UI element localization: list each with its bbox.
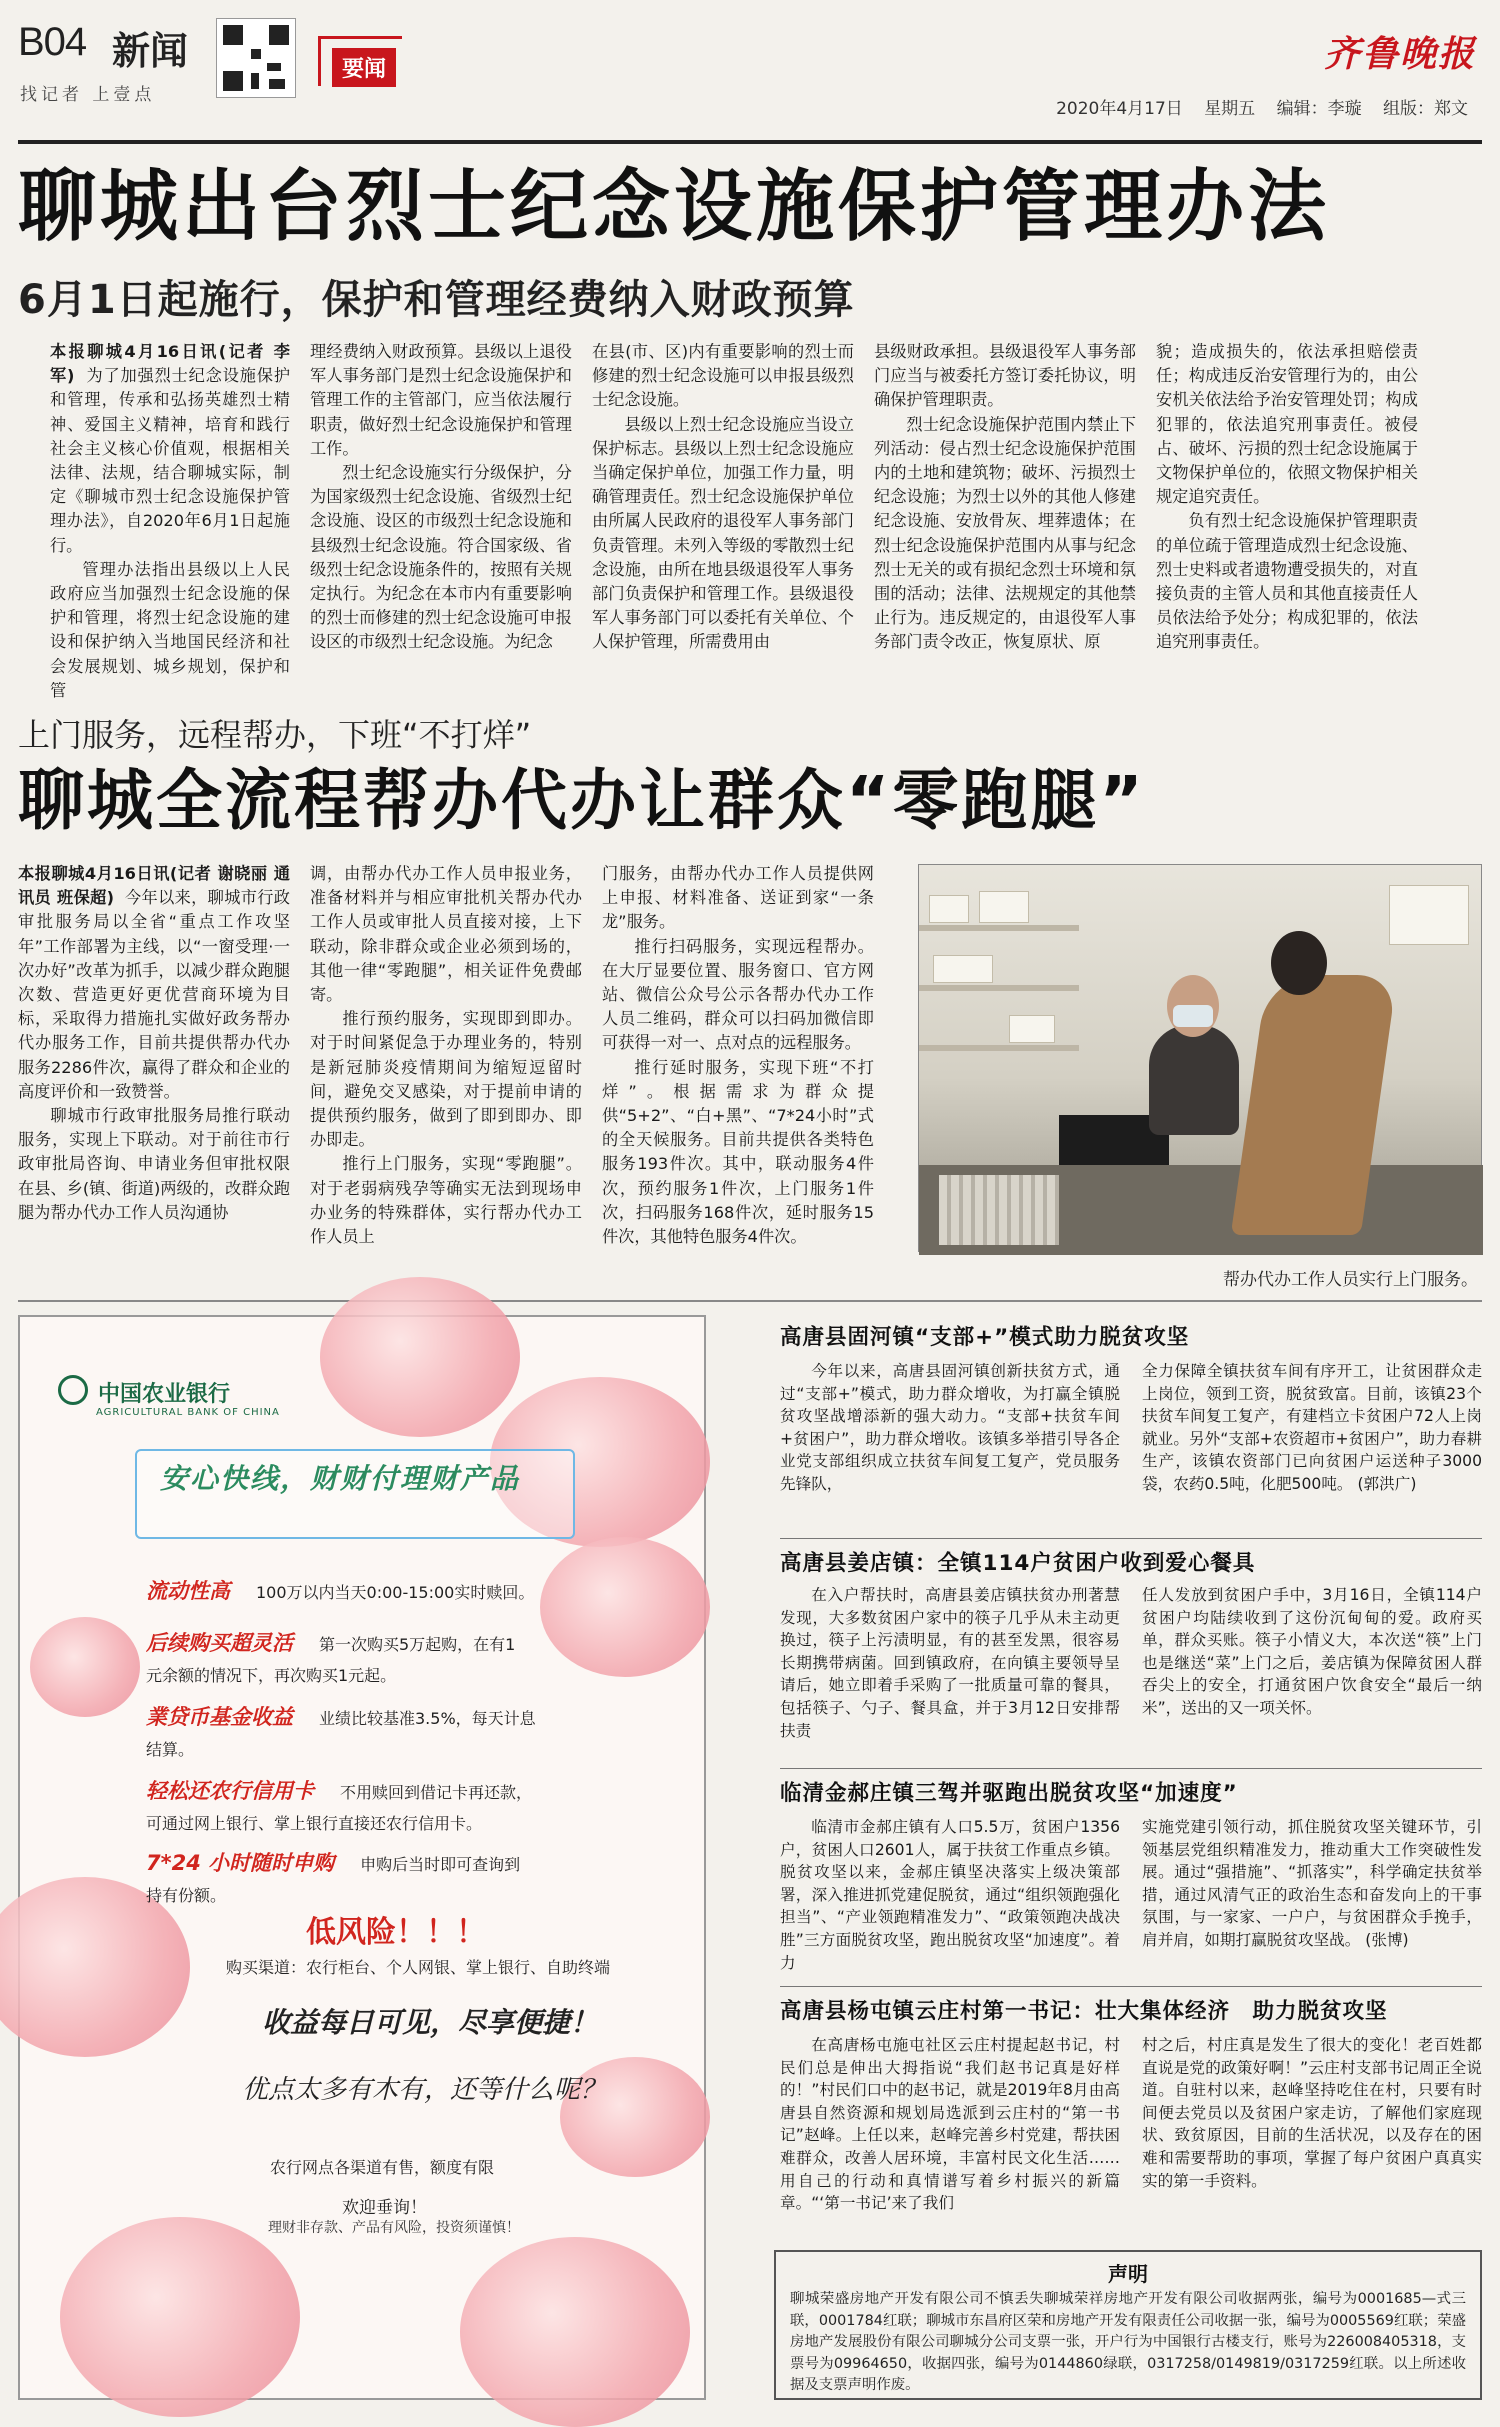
brief-title-3: 临清金郝庄镇三驾并驱跑出脱贫攻坚“加速度”	[780, 1781, 1238, 1806]
article1-dateline: 本报聊城4月16日讯(记者 李军)	[50, 342, 290, 386]
brief-separator	[780, 1768, 1482, 1769]
article1-subhead: 6月1日起施行，保护和管理经费纳入财政预算	[18, 277, 855, 323]
ad-outlets: 农行网点各渠道有售，额度有限	[270, 2158, 495, 2177]
ad-feature-3: 業贷币基金收益 业绩比较基准3.5%，每天计息	[146, 1705, 536, 1729]
article2-col1: 本报聊城4月16日讯(记者 谢晓丽 通讯员 班保超) 今年以来，聊城市行政审批服务局以全省“重点工作攻坚年”工作部署为主线，以“一窗受理·一次办好”改革为抓手，以减少群众跑腿次数、营造更好更优营商环境为目标，采取得力措施扎实做好政务帮办代办服务工作，目前共提供帮办代办服务2286件次，赢得了群众和企业的高度评价和一致赞誉。 聊城市行政审批服务局推行联动服务，实现上下联动。对于前往市行政审批局咨询、申请业务但审批权限在县、乡(镇、街道)两级的，改群众跑腿为帮办代办工作人员沟通协	[18, 864, 290, 1222]
ad-title: 安心快线，财财付理财产品	[160, 1462, 521, 1495]
article1-body	[50, 340, 1482, 700]
article1-col5: 貌；造成损失的，依法承担赔偿责任；构成违反治安管理行为的，由公安机关依法给予治安管理处罚；构成犯罪的，依法追究刑事责任。被侵占、破坏、污损的烈士纪念设施属于文物保护单位的，依照文物保护相关规定追究责任。 负有烈士纪念设施保护管理职责的单位疏于管理造成烈士纪念设施、烈士史料或者遗物遭受损失的，对直接负责的主管人员和其他直接责任人员依法给予处分；构成犯罪的，依法追究刑事责任。	[1156, 342, 1418, 652]
ad-feature-4: 轻松还农行信用卡 不用赎回到借记卡再还款，	[146, 1779, 533, 1803]
qr-code-icon	[216, 18, 296, 98]
issue-editor: 编辑：李璇	[1276, 99, 1362, 119]
article2-body	[18, 862, 898, 1282]
article2-col2: 调，由帮办代办工作人员申报业务，准备材料并与相应审批机关帮办代办工作人员或审批人员直接对接，上下联动，除非群众或企业必须到场的，其他一律“零跑腿”，相关证件免费邮寄。 推行预约服务，实现即到即办。对于时间紧促急于办理业务的，特别是新冠肺炎疫情期间为缩短逗留时间，避免交叉感染，对于提前申请的提供预约服务，做到了即到即办、即办即走。 推行上门服务，实现“零跑腿”。对于老弱病残孕等确实无法到现场申办业务的特殊群体，实行帮办代办工作人员上	[310, 864, 582, 1247]
brief-title-1: 高唐县固河镇“支部+”模式助力脱贫攻坚	[780, 1325, 1190, 1350]
ad-profit: 收益每日可见，尽享便捷！	[262, 2006, 599, 2039]
article2-dateline: 本报聊城4月16日讯(记者 谢晓丽 通讯员 班保超)	[18, 864, 290, 908]
article1-col3: 在县(市、区)内有重要影响的烈士而修建的烈士纪念设施可以申报县级烈士纪念设施。 县级以上烈士纪念设施应当设立保护标志。县级以上烈士纪念设施应当确定保护单位，加强工作力量，明确管理责任。烈士纪念设施保护单位由所属人民政府的退役军人事务部门负责管理。未列入等级的零散烈士纪念设施，由所在地县级退役军人事务部门负责保护和管理工作。县级退役军人事务部门可以委托有关单位、个人保护管理，所需费用由	[592, 342, 854, 652]
issue-layout: 组版：郑文	[1383, 99, 1468, 119]
brief-separator	[780, 1986, 1482, 1987]
ad-feature-5: 7*24 小时随时申购 申购后当时即可查询到	[146, 1851, 521, 1875]
article1-headline: 聊城出台烈士纪念设施保护管理办法	[18, 162, 1331, 252]
legal-notice	[774, 2250, 1482, 2400]
article2-headline: 聊城全流程帮办代办让群众“零跑腿”	[18, 762, 1146, 839]
notice-body: 聊城荣盛房地产开发有限公司不慎丢失聊城荣祥房地产开发有限公司收据两张，编号为0001685—式三联，0001784红联；聊城市东昌府区荣和房地产开发有限责任公司收据一张，编号为0005569红联；荣盛房地产发展股份有限公司聊城分公司支票一张，开户行为中国银行古楼支行，账号为226008405318，支票号为09964650，收据四张，编号为0144860绿联，0317258/0149819/0317259红联。以上所述收据及支票声明作废。	[790, 2291, 1466, 2393]
ad-low-risk: 低风险！！！	[306, 1915, 486, 1950]
find-reporter-label: 找记者 上壹点	[20, 85, 156, 105]
notice-title: 声明	[1108, 2262, 1148, 2286]
brief-title-4: 高唐县杨屯镇云庄村第一书记：壮大集体经济 助力脱贫攻坚	[780, 1999, 1388, 2024]
bank-name: 中国农业银行	[98, 1382, 231, 1407]
issue-meta	[1040, 94, 1468, 119]
ad-risk-warning: 理财非存款、产品有风险，投资须谨慎！	[268, 2220, 520, 2236]
header-rule	[18, 140, 1482, 144]
ad-feature-1: 流动性高 100万以内当天0:00-15:00实时赎回。	[146, 1579, 535, 1603]
bank-name-en: AGRICULTURAL BANK OF CHINA	[96, 1407, 280, 1418]
ad-channels: 购买渠道：农行柜台、个人网银、掌上银行、自助终端	[226, 1958, 611, 1977]
article1-col4: 县级财政承担。县级退役军人事务部门应当与被委托方签订委托协议，明确保护管理职责。 烈士纪念设施保护范围内禁止下列活动：侵占烈士纪念设施保护范围内的土地和建筑物；破坏、污损烈士纪念设施；为烈士以外的其他人修建纪念设施、安放骨灰、埋葬遗体；在烈士纪念设施保护范围内从事与纪念烈士无关的或有损纪念烈士环境和氛围的活动；法律、法规规定的其他禁止行为。违反规定的，由退役军人事务部门责令改正，恢复原状、原	[874, 342, 1136, 652]
page-number: B04	[18, 20, 87, 64]
photo-caption: 帮办代办工作人员实行上门服务。	[1223, 1270, 1478, 1290]
bank-advertisement: 中国农业银行 AGRICULTURAL BANK OF CHINA 安心快线，财财付理财产品 流动性高 100万以内当天0:00-15:00实时赎回。 后续购买超灵活 第一次购买5万起购，在有1 元余额的情况下，再次购买1元起。 業贷币基金收益 业绩比较基准3.5%，每天计息 结算。 轻松还农行信用卡 不用赎回到借记卡再还款， 可通过网上银行、掌上银行直接还农行信用卡。 7*24 小时随时申购 申购后当时即可查询到 持有份额。 低风险！！！ 购买渠道：农行柜台、个人网银、掌上银行、自助终端 收益每日可见，尽享便捷！ 优点太多有木有，还等什么呢？ 农行网点各渠道有售，额度有限 欢迎垂询！ 理财非存款、产品有风险，投资须谨慎！	[18, 1315, 706, 2400]
section-divider	[18, 1300, 1482, 1302]
brief-title-2: 高唐县姜店镇：全镇114户贫困户收到爱心餐具	[780, 1551, 1256, 1576]
article1-col1: 本报聊城4月16日讯(记者 李军) 为了加强烈士纪念设施保护和管理，传承和弘扬英雄烈士精神、爱国主义精神，培育和践行社会主义核心价值观，根据相关法律、法规，结合聊城实际，制定《聊城市烈士纪念设施保护管理办法》，自2020年6月1日起施行。 管理办法指出县级以上人民政府应当加强烈士纪念设施的保护和管理，将烈士纪念设施的建设和保护纳入当地国民经济和社会发展规划、城乡规划，保护和管	[50, 342, 291, 700]
newspaper-logo: 齐鲁晚报	[1323, 33, 1476, 75]
issue-weekday: 星期五	[1204, 99, 1256, 119]
brief-body-4: 在高唐杨屯施屯社区云庄村提起赵书记，村民们总是伸出大拇指说“我们赵书记真是好样的！”村民们口中的赵书记，就是2019年8月由高唐县自然资源和规划局选派到云庄村的“第一书记”赵峰。上任以来，赵峰完善乡村党建，帮扶困难群众，改善人居环境，丰富村民文化生活……用自己的行动和真情谱写着乡村振兴的新篇章。“‘第一书记’来了我们 村之后，村庄真是发生了很大的变化！老百姓都直说是党的政策好啊！”云庄村支部书记周正全说道。自驻村以来，赵峰坚持吃住在村，只要有时间便去党员以及贫困户家走访，了解他们家庭现状、致贫原因，目前的生活状况，以及存在的困难和需要帮助的事项，掌握了每户贫困户真真实实的第一手资料。	[780, 2036, 1482, 2213]
article2-kicker: 上门服务，远程帮办，下班“不打烊”	[18, 716, 532, 754]
masthead	[18, 18, 1482, 119]
article1-col2: 理经费纳入财政预算。县级以上退役军人事务部门是烈士纪念设施保护和管理工作的主管部门，应当依法履行职责，做好烈士纪念设施保护和管理工作。 烈士纪念设施实行分级保护，分为国家级烈士纪念设施、省级烈士纪念设施、设区的市级烈士纪念设施和县级烈士纪念设施。符合国家级、省级烈士纪念设施条件的，按照有关规定执行。为纪念在本市内有重要影响的烈士而修建的烈士纪念设施可申报设区的市级烈士纪念设施。为纪念	[310, 342, 572, 652]
article2-col3: 门服务，由帮办代办工作人员提供网上申报、材料准备、送证到家“一条龙”服务。 推行扫码服务，实现远程帮办。在大厅显要位置、服务窗口、官方网站、微信公众号公示各帮办代办工作人员二维码，群众可以扫码加微信即可获得一对一、点对点的远程服务。 推行延时服务，实现下班“不打烊”。根据需求为群众提供“5+2”、“白+黑”、“7*24小时”式的全天候服务。目前共提供各类特色服务193件次。其中，联动服务4件次，预约服务1件次，上门服务1件次，扫码服务168件次，延时服务15件次，其他特色服务4件次。	[602, 864, 874, 1247]
issue-date: 2020年4月17日	[1056, 99, 1183, 119]
section-name: 新闻	[112, 29, 189, 73]
brief-body-2: 在入户帮扶时，高唐县姜店镇扶贫办刑著慧发现，大多数贫困户家中的筷子几乎从未主动更换过，筷子上污渍明显，有的甚至发黑，很容易长期携带病菌。回到镇政府，在向镇主要领导呈请后，她立即着手采购了一批质量可靠的餐具，包括筷子、勺子、餐具盒，并于3月12日安排帮扶责 任人发放到贫困户手中，3月16日，全镇114户贫困户均陆续收到了这份沉甸甸的爱。政府买单，群众买账。筷子小情义大，本次送“筷”上门也是继送“菜”上门之后，姜店镇为保障贫困人群吞尖上的安全，打通贫困户饮食安全“最后一纳米”，送出的又一项关怀。	[780, 1586, 1482, 1740]
ad-feature-2: 后续购买超灵活 第一次购买5万起购，在有1	[146, 1631, 516, 1655]
abc-logo-icon	[58, 1375, 88, 1405]
brief-body-1: 今年以来，高唐县固河镇创新扶贫方式，通过“支部+”模式，助力群众增收，为打赢全镇脱贫攻坚战增添新的强大动力。“支部+扶贫车间+贫困户”，助力群众增收。该镇多举措引导各企业党支部组织成立扶贫车间复工复产，党员服务先锋队， 全力保障全镇扶贫车间有序开工，让贫困群众走上岗位，领到工资，脱贫致富。目前，该镇23个扶贫车间复工复产，有建档立卡贫困户72人上岗就业。另外“支部+农资超市+贫困户”，助力春耕生产，该镇农资部门已向贫困户运送种子3000袋，农药0.5吨，化肥500吨。 (郭洪广)	[780, 1362, 1482, 1493]
news-photo	[918, 864, 1482, 1252]
section-tag: 要闻	[332, 48, 396, 87]
brief-body-3: 临清市金郝庄镇有人口5.5万，贫困户1356户，贫困人口2601人，属于扶贫工作重点乡镇。脱贫攻坚以来，金郝庄镇坚决落实上级决策部署，深入推进抓党建促脱贫，通过“组织领跑强化担当”、“产业领跑精准发力”、“政策领跑决战决胜”三方面脱贫攻坚，跑出脱贫攻坚“加速度”。着力 实施党建引领行动，抓住脱贫攻坚关键环节，引领基层党组织精准发力，推动重大工作突破性发展。通过“强措施”、“抓落实”，科学确定扶贫举措，通过风清气正的政治生态和奋发向上的干事氛围，与一家家、一户户，与贫困群众手挽手，肩并肩，如期打赢脱贫攻坚战。 (张博)	[780, 1818, 1482, 1972]
brief-separator	[780, 1538, 1482, 1539]
ad-welcome: 欢迎垂询！	[342, 2198, 427, 2218]
ad-slogan: 优点太多有木有，还等什么呢？	[242, 2075, 607, 2105]
